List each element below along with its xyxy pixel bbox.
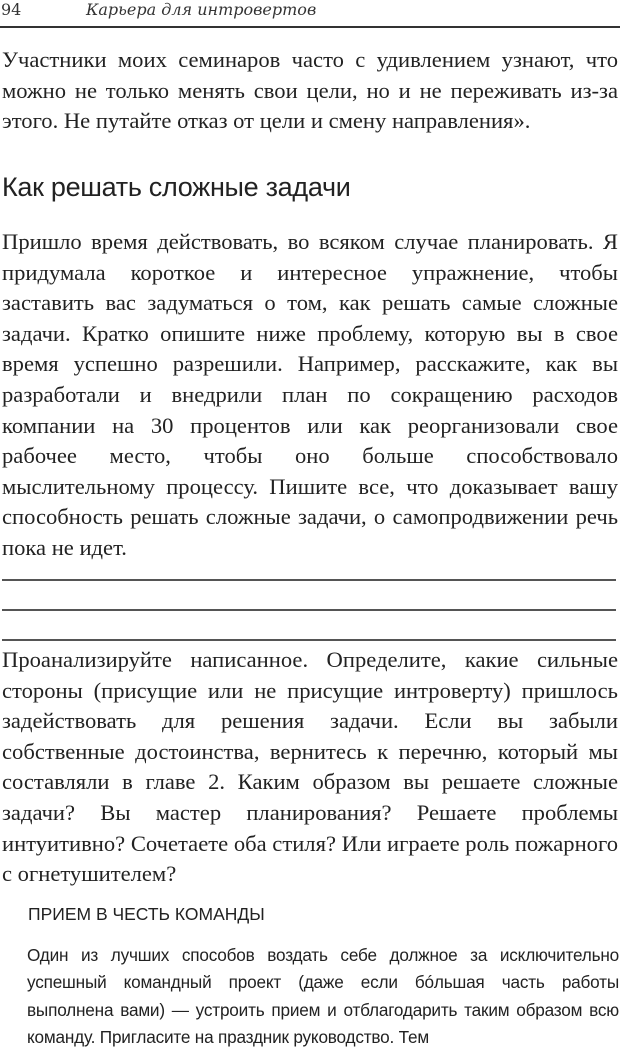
book-title: Карьера для интровертов — [86, 0, 317, 19]
sidebar-box-text: Один из лучших способов воздать себе должное за исключительно успешный командный проект (даже если бóльшая часть работы выполнена вами) — устроить прием и отблагодарить таким образом всю команду. Пригласите на праздник руководство. Тем — [27, 945, 619, 1047]
answer-line[interactable] — [2, 639, 616, 641]
section-heading: Как решать сложные задачи — [2, 172, 351, 202]
page-number: 94 — [1, 0, 22, 19]
paragraph-exercise: Пришло время действовать, во всяком случае планировать. Я придумала короткое и интересное упражнение, чтобы заставить вас задуматься о том, как решать самые сложные задачи. Кратко опишите ниже проблему, которую вы в свое время успешно разрешили. Например, расскажите, как вы разработали и внедрили план по сокращению расходов компании на 30 процентов или как реорганизовали свое рабочее место, чтобы оно больше способствовало мыслительному процессу. Пишите все, что доказывает вашу способность решать сложные задачи, о самопродвижении речь пока не идет. — [2, 229, 618, 560]
running-head — [0, 0, 620, 28]
answer-line[interactable] — [2, 579, 616, 581]
paragraph-intro: Участники моих семинаров часто с удивлением узнают, что можно не только менять свои цели, но и не переживать из-за этого. Не путайте отказ от цели и смену направления». — [2, 47, 618, 134]
sidebar-box-title: ПРИЕМ В ЧЕСТЬ КОМАНДЫ — [28, 904, 265, 924]
answer-line[interactable] — [2, 609, 616, 611]
paragraph-analysis: Проанализируйте написанное. Определите, какие сильные стороны (присущие или не присущие интроверту) пришлось задействовать для решения задачи. Если вы забыли собственные достоинства, вернитесь к перечню, который мы составляли в главе 2. Каким образом вы решаете сложные задачи? Вы мастер планирования? Решаете проблемы интуитивно? Сочетаете оба стиля? Или играете роль пожарного с огнетушителем? — [2, 647, 618, 887]
